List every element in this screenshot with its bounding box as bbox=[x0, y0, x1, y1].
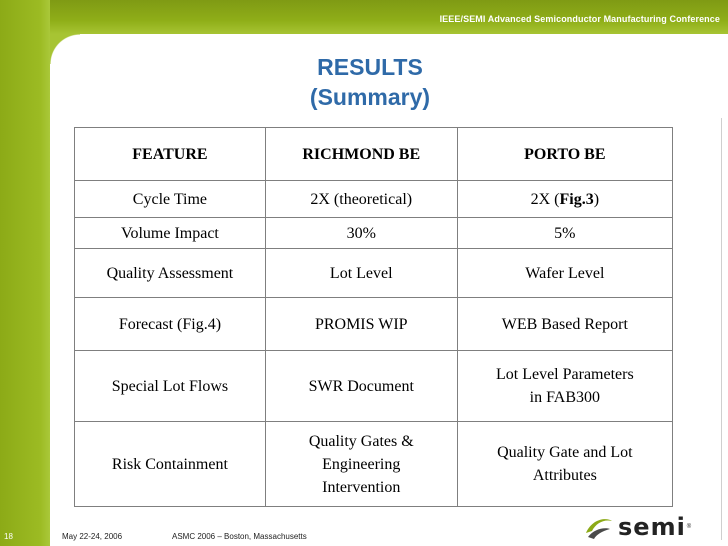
table-row bbox=[75, 181, 673, 218]
cell-richmond: Lot Level bbox=[265, 249, 457, 298]
porto-line-2: in FAB300 bbox=[529, 389, 601, 406]
cell-porto: WEB Based Report bbox=[457, 298, 672, 351]
richmond-line-2: Engineering bbox=[322, 455, 401, 473]
semi-logo-text: semi bbox=[618, 513, 686, 541]
cell-feature: Cycle Time bbox=[75, 181, 266, 218]
cell-richmond: 2X (theoretical) bbox=[265, 181, 457, 218]
cell-porto: Wafer Level bbox=[457, 249, 672, 298]
top-header-band bbox=[0, 0, 728, 34]
cell-richmond: SWR Document bbox=[265, 351, 457, 422]
richmond-line-1: Quality Gates & bbox=[308, 432, 414, 450]
slide-title bbox=[250, 52, 490, 112]
cell-porto: 5% bbox=[457, 218, 672, 249]
header-feature: FEATURE bbox=[75, 128, 266, 181]
table-row bbox=[75, 422, 673, 507]
cell-porto bbox=[457, 422, 672, 507]
footer-date: May 22-24, 2006 bbox=[62, 532, 123, 541]
porto-line-1: Lot Level Parameters bbox=[495, 366, 634, 383]
porto-suffix: ) bbox=[593, 190, 600, 208]
cell-richmond: 30% bbox=[265, 218, 457, 249]
trademark-symbol: ® bbox=[686, 524, 692, 530]
table-row bbox=[75, 351, 673, 422]
porto-prefix: 2X ( bbox=[530, 190, 560, 208]
cell-feature: Quality Assessment bbox=[75, 249, 266, 298]
title-line-1: RESULTS bbox=[317, 54, 423, 80]
cell-feature: Volume Impact bbox=[75, 218, 266, 249]
cell-feature: Special Lot Flows bbox=[75, 351, 266, 422]
figure-reference: Fig.3 bbox=[559, 190, 594, 208]
results-table bbox=[74, 127, 673, 507]
table-header-row bbox=[75, 128, 673, 181]
title-line-2: (Summary) bbox=[309, 84, 431, 110]
cell-feature: Forecast (Fig.4) bbox=[75, 298, 266, 351]
slide-number: 18 bbox=[4, 532, 13, 541]
porto-line-2: Attributes bbox=[532, 467, 597, 484]
header-richmond: RICHMOND BE bbox=[265, 128, 457, 181]
semi-swoosh-icon bbox=[584, 513, 614, 541]
header-porto: PORTO BE bbox=[457, 128, 672, 181]
cell-porto bbox=[457, 181, 672, 218]
right-edge-bar bbox=[721, 118, 728, 540]
cell-richmond: PROMIS WIP bbox=[265, 298, 457, 351]
table-row bbox=[75, 218, 673, 249]
richmond-line-3: Intervention bbox=[322, 478, 401, 496]
cell-porto bbox=[457, 351, 672, 422]
conference-title: IEEE/SEMI Advanced Semiconductor Manufacturing Conference bbox=[439, 14, 720, 24]
left-side-band bbox=[0, 0, 50, 546]
band-corner bbox=[50, 34, 80, 64]
cell-feature: Risk Containment bbox=[75, 422, 266, 507]
porto-line-1: Quality Gate and Lot bbox=[497, 444, 633, 461]
semi-logo bbox=[584, 512, 691, 542]
table-row bbox=[75, 298, 673, 351]
cell-richmond bbox=[265, 422, 457, 507]
footer-conference: ASMC 2006 – Boston, Massachusetts bbox=[172, 532, 307, 541]
table-row bbox=[75, 249, 673, 298]
